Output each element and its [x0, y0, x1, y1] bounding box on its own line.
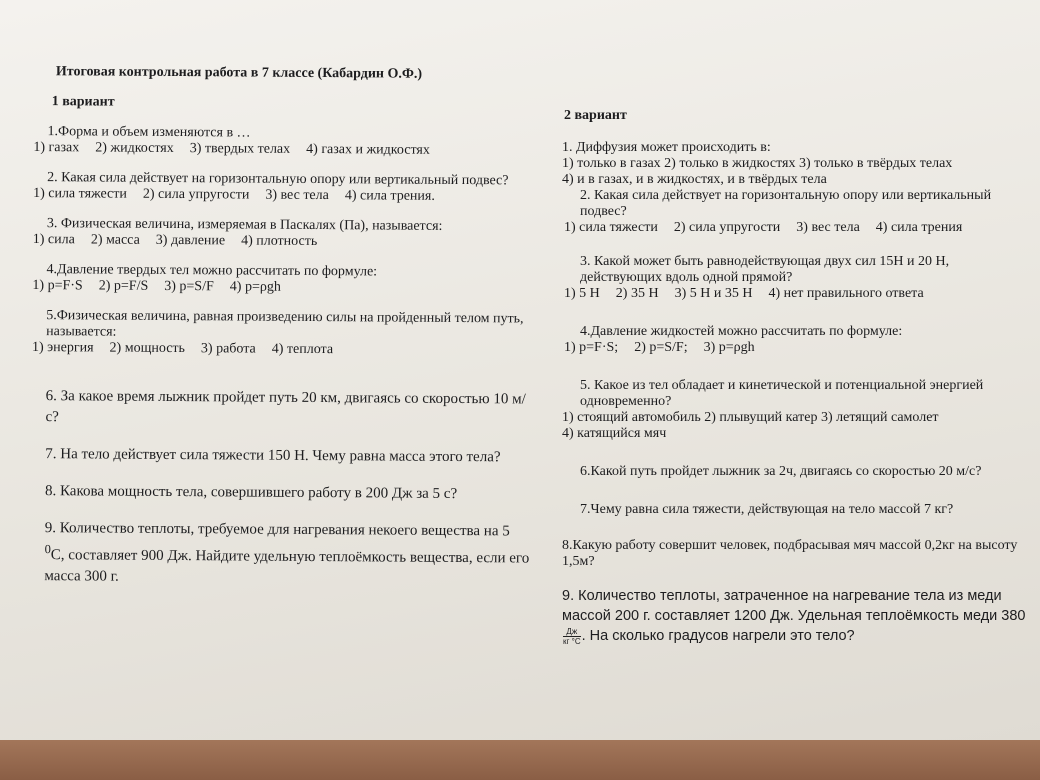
v1-question-2: 2. Какая сила действует на горизонтальную опору или вертикальный подвес? 1) сила тяжести 2) сила упругости 3) вес тела 4) сила трения. [33, 170, 509, 204]
v2-question-5: 5. Какое из тел обладает и кинетической и потенциальной энергией одновременно? 1) стоящий автомобиль 2) плывущий катер 3) летящий самолет 4) катящийся мяч [562, 378, 984, 441]
variant-2-column [562, 108, 1032, 646]
variant-1-column [24, 64, 533, 591]
v1-question-6: 6. За какое время лыжник пройдет путь 20 км, двигаясь со скоростью 10 м/с? [45, 388, 526, 426]
v1-question-8: 8. Какова мощность тела, совершившего работу в 200 Дж за 5 с? [44, 483, 458, 503]
v2-question-9: 9. Количество теплоты, затраченное на нагревание тела из меди массой 200 г. составляет 1200 Дж. Удельная теплоёмкость меди 380 $\frac{Дж}{кг ^\circ С}$ . На сколько градусов нагрели это тело? [562, 588, 1026, 646]
heat-capacity-unit-fraction: $\frac{Дж}{кг ^\circ С}$ [563, 626, 581, 646]
v1-question-5: 5.Физическая величина, равная произведению силы на пройденный телом путь, называется: 1) энергия 2) мощность 3) работа 4) теплота [31, 308, 524, 358]
desk-surface [0, 740, 1040, 780]
v1-question-1: 1.Форма и объем изменяются в … 1) газах 2) жидкостях 3) твердых телах 4) газах и жидкостях [33, 124, 430, 158]
v2-question-3: 3. Какой может быть равнодействующая двух сил 15Н и 20 Н, действующих вдоль одной прямой? 1) 5 Н 2) 35 Н 3) 5 Н и 35 Н 4) нет правильного ответа [564, 254, 950, 301]
variant-2-heading: 2 вариант [564, 108, 627, 123]
v2-question-2: 2. Какая сила действует на горизонтальную опору или вертикальный подвес? 1) сила тяжести 2) сила упругости 3) вес тела 4) сила трения [564, 188, 992, 235]
v1-question-4: 4.Давление твердых тел можно рассчитать по формуле: 1) p=F·S 2) p=F/S 3) p=S/F 4) p=ρgh [32, 262, 378, 295]
v1-question-3: 3. Физическая величина, измеряемая в Паскалях (Па), называется: 1) сила 2) масса 3) давление 4) плотность [32, 216, 443, 250]
v2-question-4: 4.Давление жидкостей можно рассчитать по формуле: 1) p=F·S; 2) p=S/F; 3) p=ρgh [564, 324, 903, 355]
v2-question-1: 1. Диффузия может происходить в: 1) только в газах 2) только в жидкостях 3) только в твёрдых телах 4) и в газах, и в жидкостях, и в твёрдых тела [562, 140, 953, 187]
variant-1-heading: 1 вариант [51, 94, 115, 110]
page-title: Итоговая контрольная работа в 7 классе (Кабардин О.Ф.) [55, 64, 423, 82]
v1-question-9: 9. Количество теплоты, требуемое для нагревания некоего вещества на 5 $^0$С, составляет 900 Дж. Найдите удельную теплоёмкость вещества, если его масса 300 г. [44, 520, 530, 585]
v2-question-8: 8.Какую работу совершит человек, подбрасывая мяч массой 0,2кг на высоту 1,5м? [562, 538, 1018, 569]
v2-question-7: 7.Чему равна сила тяжести, действующая на тело массой 7 кг? [580, 502, 954, 517]
v1-question-7: 7. На тело действует сила тяжести 150 Н. Чему равна масса этого тела? [45, 446, 501, 466]
v2-question-6: 6.Какой путь пройдет лыжник за 2ч, двигаясь со скоростью 20 м/с? [580, 464, 982, 479]
